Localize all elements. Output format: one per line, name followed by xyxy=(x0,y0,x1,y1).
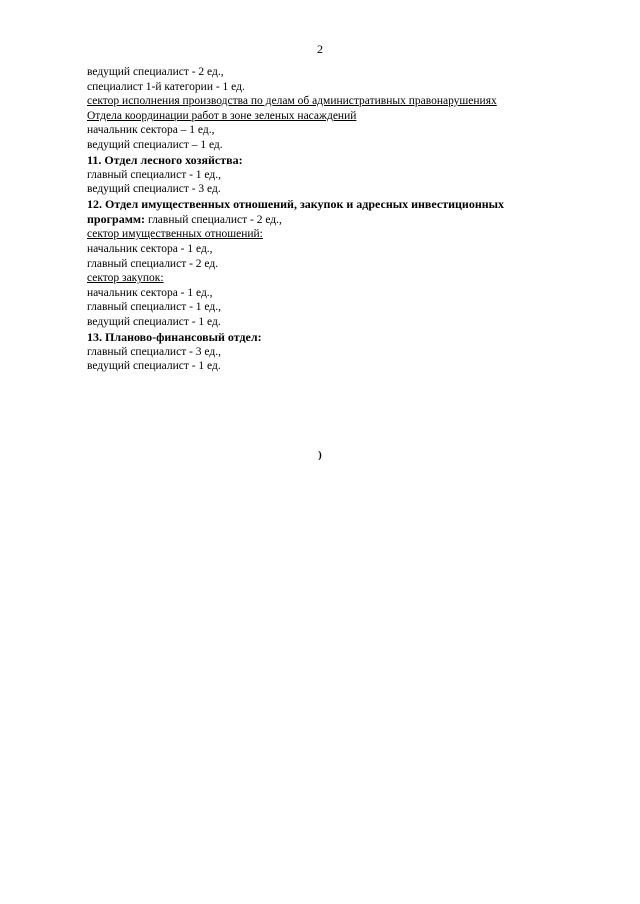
staff-line: начальник сектора - 1 ед., xyxy=(87,286,213,299)
department-heading-13: 13. Планово-финансовый отдел: xyxy=(87,329,262,344)
page-number: 2 xyxy=(317,42,323,56)
staff-line: главный специалист - 1 ед., xyxy=(87,301,221,314)
staff-line: начальник сектора - 1 ед., xyxy=(87,242,213,255)
staff-line: начальник сектора – 1 ед., xyxy=(87,124,215,137)
document-body xyxy=(87,65,557,374)
staff-line: главный специалист - 1 ед., xyxy=(87,168,221,181)
staff-line: ведущий специалист - 3 ед. xyxy=(87,183,221,196)
department-heading-12-continued xyxy=(87,212,557,228)
department-heading-12: 12. Отдел имущественных отношений, закупок и адресных инвестиционных xyxy=(87,196,505,211)
staff-line: ведущий специалист - 1 ед. xyxy=(87,315,221,328)
sector-heading: сектор имущественных отношений: xyxy=(87,228,263,241)
sector-heading-continued: Отдела координации работ в зоне зеленых насаждений xyxy=(87,109,357,122)
staff-line-inline: главный специалист - 2 ед., xyxy=(145,213,282,226)
staff-line: ведущий специалист - 2 ед., xyxy=(87,66,224,78)
staff-line: главный специалист - 2 ед. xyxy=(87,257,219,270)
stray-mark: ) xyxy=(318,449,322,461)
staff-line: главный специалист - 3 ед., xyxy=(87,345,221,358)
department-heading-11: 11. Отдел лесного хозяйства: xyxy=(87,152,243,167)
staff-line: ведущий специалист - 1 ед. xyxy=(87,360,221,373)
department-heading-12-bold-part: программ: xyxy=(87,211,146,226)
sector-heading: сектор закупок: xyxy=(87,272,164,285)
staff-line: специалист 1-й категории - 1 ед. xyxy=(87,80,245,93)
sector-heading: сектор исполнения производства по делам об административных правонарушениях xyxy=(87,95,497,108)
staff-line: ведущий специалист – 1 ед. xyxy=(87,138,223,151)
